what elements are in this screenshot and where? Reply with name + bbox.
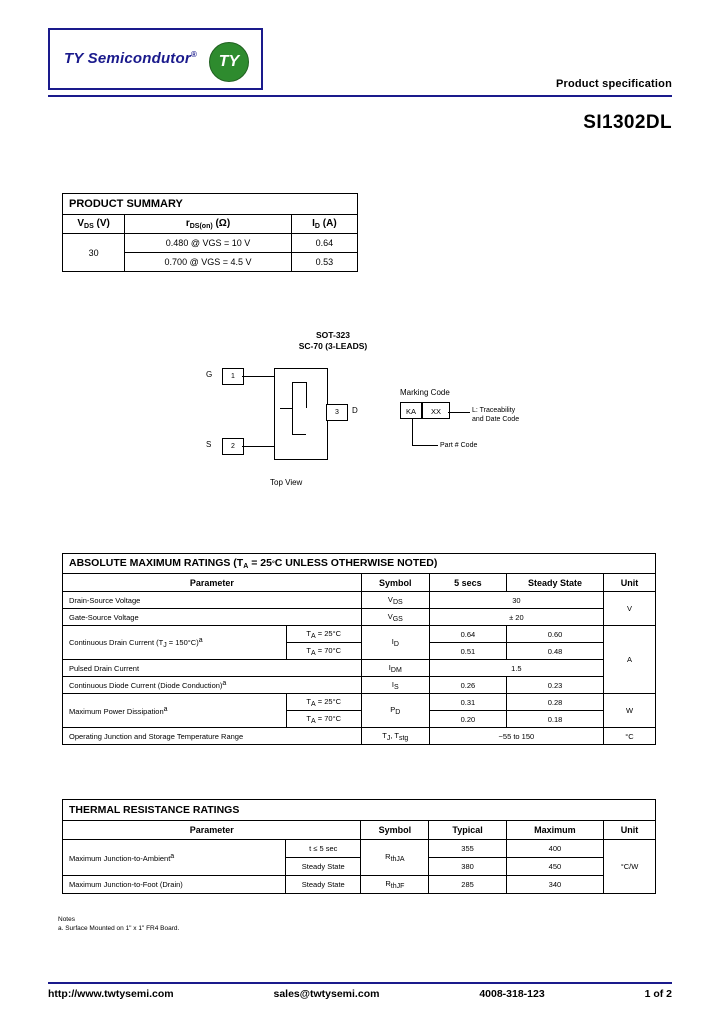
row-typ-rthjf: 285 [429,876,507,894]
row-value-pd-25-5s: 0.31 [429,694,506,711]
row-value-pd-70-5s: 0.20 [429,711,506,728]
row-value-pd-25-ss: 0.28 [507,694,604,711]
pin-2: 2 [222,438,244,455]
cell-id-2: 0.53 [291,253,357,272]
col-header-vds: $V_{DS}$ (V) [63,215,125,234]
lead-2 [242,446,274,447]
row-param-pd: Maximum Power Dissipation$^a$ [63,694,287,728]
table-row [63,728,656,745]
row-param-rthja: Maximum Junction-to-Ambient$^a$ [63,840,286,876]
row-cond-id-25: $T_A = 25^\circ C$ [286,626,361,643]
row-value-is-5s: 0.26 [429,677,506,694]
symbol-channel [306,382,307,408]
product-summary-table [62,193,358,272]
col-header-5secs: 5 secs [429,574,506,592]
row-symbol-is: $I_S$ [361,677,429,694]
row-unit-temp: °C [603,728,655,745]
table-row [63,215,358,234]
row-value-id-25-ss: 0.60 [507,626,604,643]
marking-leader-2v [412,419,413,445]
row-cond-id-70: $T_A = 70^\circ C$ [286,643,361,660]
row-symbol-vds: $V_{DS}$ [361,592,429,609]
table-row [63,592,656,609]
col-header-unit-th: Unit [604,821,656,840]
row-value-tj: −55 to 150 [429,728,603,745]
package-title-line1: SOT-323 [315,330,351,340]
row-value-vds: 30 [429,592,603,609]
row-symbol-id: $I_D$ [361,626,429,660]
thermal-resistance-table [62,799,656,894]
note-a: a. Surface Mounted on 1" x 1" FR4 Board. [58,925,180,932]
notes-section [58,915,179,933]
notes-title: Notes [58,916,75,923]
marking-note-lot [472,406,519,424]
absolute-maximum-ratings-section [62,553,656,745]
row-max-rthjf: 340 [506,876,603,894]
symbol-gate-lead [280,408,292,409]
row-param-vgs: Gate-Source Voltage [63,609,362,626]
row-value-id-70-5s: 0.51 [429,643,506,660]
pin-3: 3 [326,404,348,421]
row-param-rthjf: Maximum Junction-to-Foot (Drain) [63,876,286,894]
marking-leader-1 [448,412,470,413]
row-max-rthja-ss: 450 [506,858,603,876]
col-header-rdson: $r_{DS(on)}$ (Ω) [125,215,292,234]
product-specification-label: Product specification [555,78,672,90]
table-row [63,554,656,574]
footer-email-link[interactable]: sales@twtysemi.com [273,988,380,1000]
row-symbol-rthja: $R_{thJA}$ [361,840,429,876]
col-header-parameter: Parameter [63,574,362,592]
row-symbol-vgs: $V_{GS}$ [361,609,429,626]
row-unit-voltage: V [603,592,655,626]
table-row [63,609,656,626]
row-value-id-25-5s: 0.64 [429,626,506,643]
registered-mark-icon: ® [190,50,198,59]
pin-label-drain: D [352,406,358,415]
row-param-tj: Operating Junction and Storage Temperature Range [63,728,362,745]
header-divider [48,95,672,97]
col-header-typical: Typical [429,821,507,840]
package-top-view-label: Top View [270,478,303,487]
footer-phone: 4008-318-123 [479,988,545,1000]
cell-vds: 30 [63,234,125,272]
row-value-is-ss: 0.23 [507,677,604,694]
row-max-rthja-5s: 400 [506,840,603,858]
table-row [63,876,656,894]
absolute-maximum-ratings-table [62,553,656,745]
product-summary-section [62,193,358,272]
package-title-line2: SC-70 (3-LEADS) [298,341,368,351]
marking-leader-2h [412,445,438,446]
package-diagram [200,330,530,500]
marking-code-lot: XX [422,402,450,419]
row-typ-rthja-5s: 355 [429,840,507,858]
table-row [63,840,656,858]
row-value-idm: 1.5 [429,660,603,677]
marking-note-lot-line1: L: Traceability [472,407,516,414]
product-summary-title: PRODUCT SUMMARY [63,194,358,215]
symbol-gate-bar [292,382,293,434]
table-row [63,660,656,677]
row-typ-rthja-ss: 380 [429,858,507,876]
footer-divider [48,982,672,984]
table-row [63,677,656,694]
table-row [63,694,656,711]
ty-badge-icon [209,42,249,82]
row-cond-pd-70: $T_A = 70^\circ C$ [286,711,361,728]
package-title [258,330,408,352]
pin-label-source: S [206,440,212,449]
marking-code-title: Marking Code [400,388,450,397]
page-title: SI1302DL [583,112,672,133]
abs-max-title: ABSOLUTE MAXIMUM RATINGS ($T_A = 25^\circ C$ UNLESS OTHERWISE NOTED) [63,554,656,574]
row-unit-current: A [603,626,655,694]
row-param-idm: Pulsed Drain Current [63,660,362,677]
col-header-symbol-th: Symbol [361,821,429,840]
col-header-symbol: Symbol [361,574,429,592]
lead-1 [242,376,274,377]
ty-badge-label: TY [218,53,240,70]
col-header-maximum: Maximum [506,821,603,840]
marking-code-part: KA [400,402,422,419]
row-param-vds: Drain-Source Voltage [63,592,362,609]
row-param-is: Continuous Diode Current (Diode Conduction)$^a$ [63,677,362,694]
row-value-id-70-ss: 0.48 [507,643,604,660]
cell-id-1: 0.64 [291,234,357,253]
footer [48,988,672,1000]
row-cond-rthjf: Steady State [286,876,361,894]
row-cond-pd-25: $T_A = 25^\circ C$ [286,694,361,711]
row-symbol-pd: $P_D$ [361,694,429,728]
row-symbol-idm: $I_{DM}$ [361,660,429,677]
table-row [63,194,358,215]
marking-code-box [400,402,458,419]
marking-note-part: Part # Code [440,442,478,449]
pin-1: 1 [222,368,244,385]
table-row [63,574,656,592]
thermal-resistance-section [62,799,656,894]
row-unit-power: W [603,694,655,728]
row-value-pd-70-ss: 0.18 [507,711,604,728]
row-symbol-rthjf: $R_{thJF}$ [361,876,429,894]
table-row [63,626,656,643]
row-unit-thermal: °C/W [604,840,656,894]
row-symbol-tj: $T_J$, $T_{stg}$ [361,728,429,745]
symbol-drain-lead [292,382,306,383]
row-cond-rthja-ss: Steady State [286,858,361,876]
row-param-id: Continuous Drain Current $(T_J = 150^\circ C)^a$ [63,626,287,660]
marking-note-lot-line2: and Date Code [472,416,520,423]
col-header-id: $I_D$ (A) [291,215,357,234]
footer-page-number: 1 of 2 [644,988,672,1000]
col-header-steady: Steady State [507,574,604,592]
footer-website-link[interactable]: http://www.twtysemi.com [48,988,174,1000]
company-name: TY Semicondutor® [64,50,198,67]
row-cond-rthja-5s: t ≤ 5 sec [286,840,361,858]
table-row [63,234,358,253]
table-row [63,800,656,821]
pin-label-gate: G [206,370,213,379]
cell-rdson-1: 0.480 @ VGS = 10 V [125,234,292,253]
company-logo-box [48,28,263,90]
cell-rdson-2: 0.700 @ VGS = 4.5 V [125,253,292,272]
col-header-parameter-th: Parameter [63,821,361,840]
table-row [63,821,656,840]
col-header-unit: Unit [603,574,655,592]
row-value-vgs: ± 20 [429,609,603,626]
symbol-source-lead [292,434,306,435]
thermal-title: THERMAL RESISTANCE RATINGS [63,800,656,821]
